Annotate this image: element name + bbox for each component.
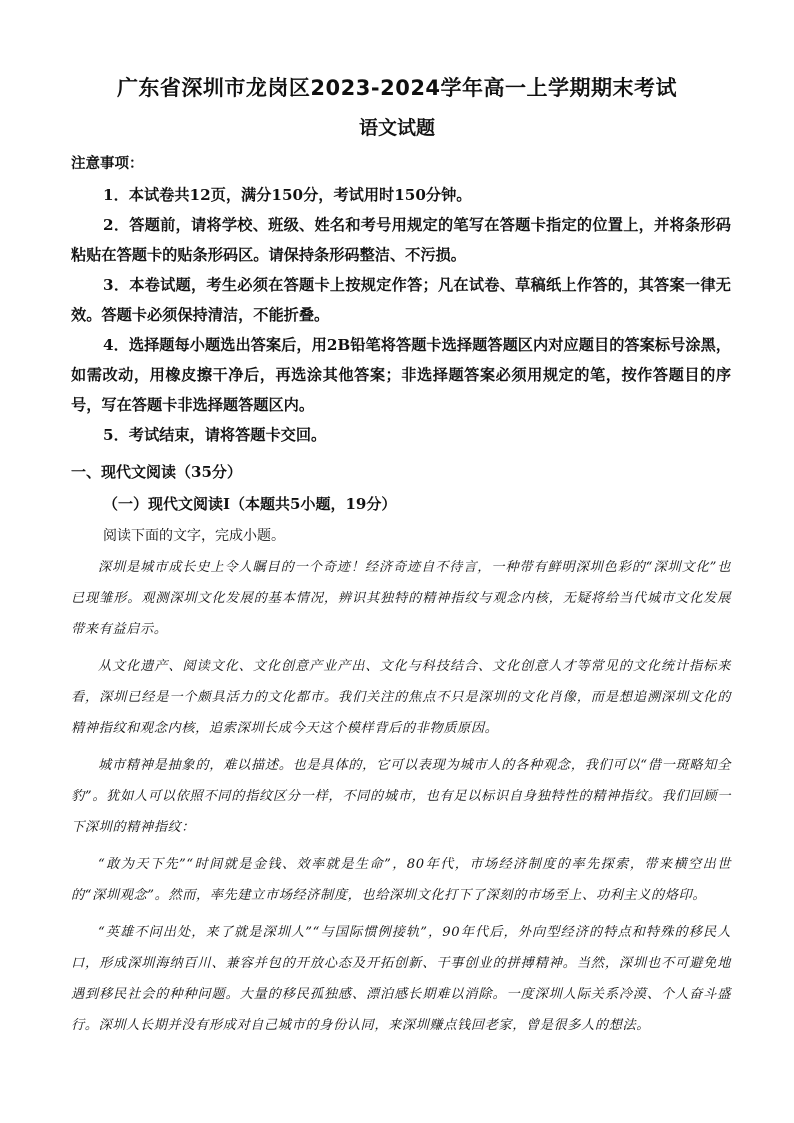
notice-item: 4．选择题每小题选出答案后，用2B铅笔将答题卡选择题答题区内对应题目的答案标号涂黑，如需改动，用橡皮擦干净后，再选涂其他答案；非选择题答案必须用规定的笔，按作答题目的序号，写在答题卡非选择题答题区内。 [71, 336, 731, 414]
notice-heading: 注意事项： [71, 156, 144, 172]
passage-paragraph: 城市精神是抽象的，难以描述。也是具体的，它可以表现为城市人的各种观念，我们可以“借一斑略知全豹”。犹如人可以依照不同的指纹区分一样，不同的城市，也有足以标识自身独特性的精神指纹。我们回顾一下深圳的精神指纹： [71, 758, 731, 835]
passage-paragraph: “敢为天下先”“时间就是金钱、效率就是生命”，80年代，市场经济制度的率先探索，带来横空出世的“深圳观念”。然而，率先建立市场经济制度，也给深圳文化打下了深刻的市场至上、功利主义的烙印。 [71, 857, 731, 903]
notice-item: 2．答题前，请将学校、班级、姓名和考号用规定的笔写在答题卡指定的位置上，并将条形码粘贴在答题卡的贴条形码区。请保持条形码整洁、不污损。 [71, 216, 731, 264]
passage-paragraph: 深圳是城市成长史上令人瞩目的一个奇迹！经济奇迹自不待言，一种带有鲜明深圳色彩的“深圳文化”也已现雏形。观测深圳文化发展的基本情况，辨识其独特的精神指纹与观念内核，无疑将给当代城市文化发展带来有益启示。 [71, 560, 731, 637]
section-heading: 一、现代文阅读（35分） [71, 463, 242, 481]
notice-item: 5．考试结束，请将答题卡交回。 [103, 426, 327, 444]
passage-paragraph: “英雄不问出处，来了就是深圳人”“与国际惯例接轨”，90年代后，外向型经济的特点和特殊的移民人口，形成深圳海纳百川、兼容并包的开放心态及开拓创新、干事创业的拼搏精神。当然，深圳也不可避免地遇到移民社会的种种问题。大量的移民孤独感、漂泊感长期难以消除。一度深圳人际关系冷漠、个人奋斗盛行。深圳人长期并没有形成对自己城市的身份认同，来深圳赚点钱回老家，曾是很多人的想法。 [71, 925, 731, 1033]
notice-list [71, 180, 731, 450]
passage-paragraph: 从文化遗产、阅读文化、文化创意产业产出、文化与科技结合、文化创意人才等常见的文化统计指标来看，深圳已经是一个颇具活力的文化都市。我们关注的焦点不只是深圳的文化肖像，而是想追溯深圳文化的精神指纹和观念内核，追索深圳长成今天这个模样背后的非物质原因。 [71, 659, 731, 736]
exam-title: 广东省深圳市龙岗区2023-2024学年高一上学期期末考试 [116, 76, 678, 100]
reading-instruction: 阅读下面的文字，完成小题。 [103, 528, 285, 544]
reading-passage [71, 552, 731, 1047]
notice-item: 1．本试卷共12页，满分150分，考试用时150分钟。 [103, 186, 472, 204]
exam-subtitle: 语文试题 [358, 117, 435, 139]
notice-item: 3．本卷试题，考生必须在答题卡上按规定作答；凡在试卷、草稿纸上作答的，其答案一律无效。答题卡必须保持清洁，不能折叠。 [71, 276, 731, 324]
subsection-heading: （一）现代文阅读Ⅰ（本题共5小题，19分） [103, 495, 397, 513]
